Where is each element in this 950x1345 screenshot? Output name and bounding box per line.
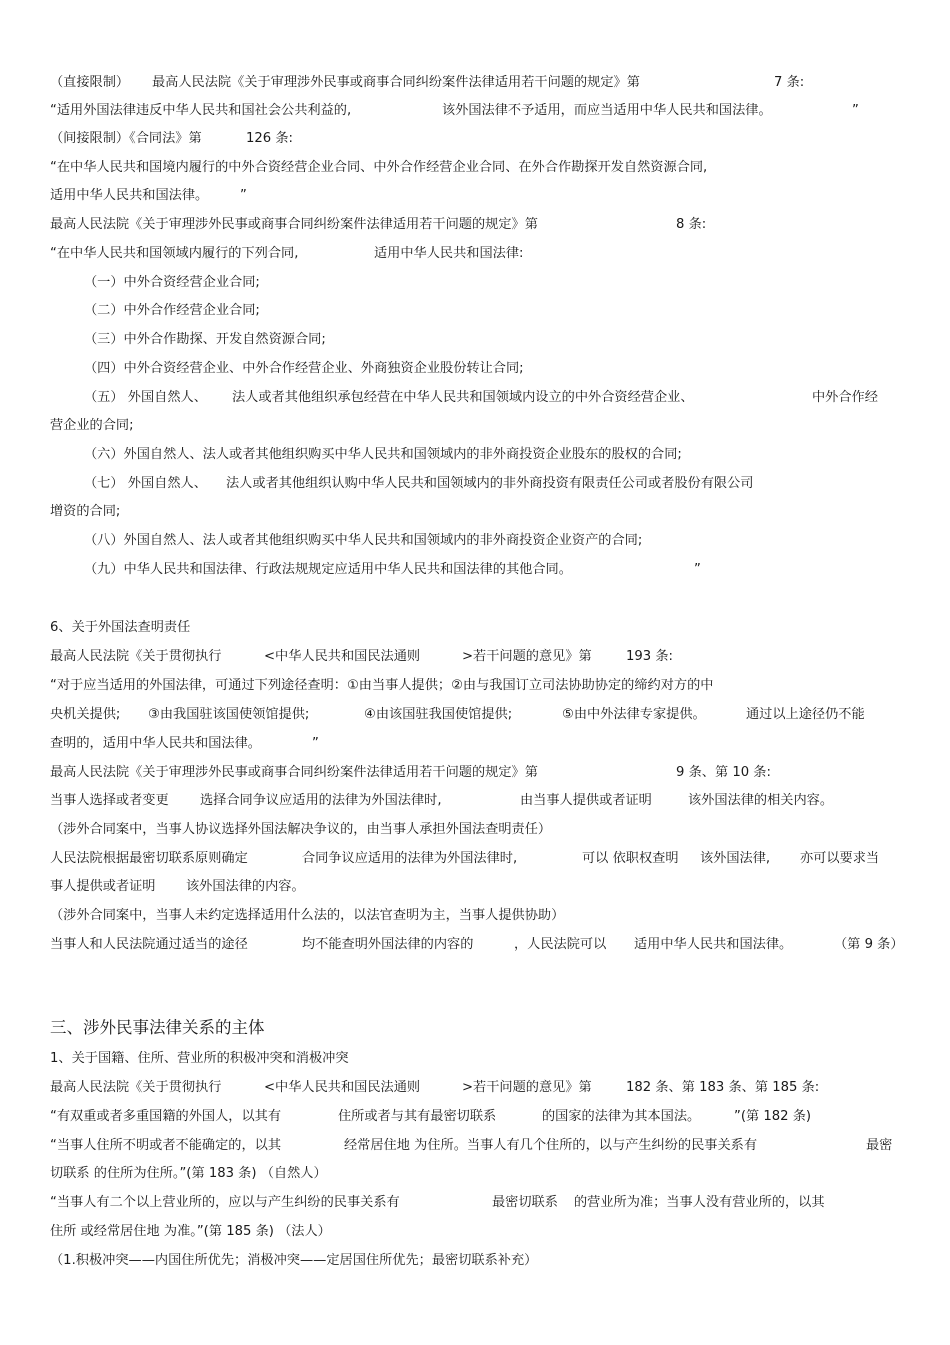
text-segment: 适用中华人民共和国法律:	[374, 246, 524, 261]
text-line	[0, 559, 950, 581]
text-segment: （三）中外合作勘探、开发自然资源合同;	[84, 332, 326, 347]
text-segment: 182 条、第 183 条、第 185 条:	[626, 1080, 820, 1095]
text-segment: 切联系 的住所为住所。”(第 183 条) （自然人）	[50, 1166, 327, 1181]
text-segment: 经常居住地 为住所。当事人有几个住所的，以与产生纠纷的民事关系有	[344, 1138, 758, 1153]
text-segment: 通过以上途径仍不能	[746, 707, 865, 722]
text-line	[0, 790, 950, 812]
text-segment: 最高人民法院《关于贯彻执行	[50, 1080, 222, 1095]
text-segment: 该外国法律,	[700, 851, 771, 866]
text-line	[0, 72, 950, 94]
text-segment: “在中华人民共和国境内履行的中外合资经营企业合同、中外合作经营企业合同、在外合作勘探开发自然资源合同,	[50, 160, 708, 175]
text-line	[0, 905, 950, 927]
text-segment: 增资的合同;	[50, 504, 121, 519]
text-segment: 选择合同争议应适用的法律为外国法律时,	[200, 793, 442, 808]
text-line	[0, 819, 950, 841]
text-line	[0, 387, 950, 409]
text-segment: （四）中外合资经营企业、中外合作经营企业、外商独资企业股份转让合同;	[84, 361, 524, 376]
text-segment: （涉外合同案中，当事人未约定选择适用什么法的，以法官查明为主，当事人提供协助）	[50, 908, 565, 923]
text-segment: 1、关于国籍、住所、营业所的积极冲突和消极冲突	[50, 1051, 349, 1066]
section-heading	[0, 1017, 950, 1039]
text-segment: 9 条、第 10 条:	[676, 765, 771, 780]
text-line	[0, 1192, 950, 1214]
text-segment: 住所或者与其有最密切联系	[338, 1109, 497, 1124]
text-segment: 法人或者其他组织承包经营在中华人民共和国领域内设立的中外合资经营企业、	[232, 390, 694, 405]
text-segment: 最高人民法院《关于审理涉外民事或商事合同纠纷案件法律适用若干问题的规定》第	[152, 75, 640, 90]
text-segment: “有双重或者多重国籍的外国人，以其有	[50, 1109, 282, 1124]
text-line	[0, 1221, 950, 1243]
text-line	[0, 848, 950, 870]
text-segment: ”	[240, 188, 247, 203]
text-segment: （八）外国自然人、法人或者其他组织购买中华人民共和国领域内的非外商投资企业资产的合同;	[84, 533, 643, 548]
text-segment: ”(第 182 条)	[734, 1109, 812, 1124]
text-line	[0, 762, 950, 784]
text-segment: 7 条:	[774, 75, 805, 90]
text-segment: 当事人和人民法院通过适当的途径	[50, 937, 248, 952]
text-segment: 营企业的合同;	[50, 418, 134, 433]
text-line	[0, 415, 950, 437]
text-segment: 由当事人提供或者证明	[520, 793, 652, 808]
text-line	[0, 733, 950, 755]
text-line	[0, 473, 950, 495]
text-line	[0, 300, 950, 322]
text-segment: 最高人民法院《关于审理涉外民事或商事合同纠纷案件法律适用若干问题的规定》第	[50, 217, 538, 232]
text-segment: 193 条:	[626, 649, 673, 664]
text-segment: （七） 外国自然人、	[84, 476, 207, 491]
text-segment: 的营业所为准；当事人没有营业所的，以其	[574, 1195, 825, 1210]
text-line	[0, 1048, 950, 1070]
text-line	[0, 128, 950, 150]
text-segment: 中外合作经	[812, 390, 878, 405]
text-segment: 可以 依职权查明	[582, 851, 679, 866]
section-heading-text: 三、涉外民事法律关系的主体	[50, 1018, 265, 1037]
text-line	[0, 1250, 950, 1272]
text-segment: 6、关于外国法查明责任	[50, 620, 191, 635]
text-line	[0, 934, 950, 956]
text-line	[0, 1135, 950, 1157]
text-segment: 8 条:	[676, 217, 707, 232]
text-segment: ”	[694, 562, 701, 577]
text-line	[0, 329, 950, 351]
text-segment: ”	[852, 103, 859, 118]
text-segment: 最高人民法院《关于审理涉外民事或商事合同纠纷案件法律适用若干问题的规定》第	[50, 765, 538, 780]
text-segment: 合同争议应适用的法律为外国法律时,	[302, 851, 518, 866]
text-line	[0, 1106, 950, 1128]
text-segment: 查明的，适用中华人民共和国法律。	[50, 736, 261, 751]
text-segment: <中华人民共和国民法通则	[264, 1080, 421, 1095]
text-segment: 适用中华人民共和国法律。	[634, 937, 793, 952]
text-segment: 住所 或经常居住地 为准。”(第 185 条) （法人）	[50, 1224, 331, 1239]
text-segment: ④由该国驻我国使馆提供;	[364, 707, 513, 722]
text-line	[0, 704, 950, 726]
text-segment: 事人提供或者证明	[50, 879, 156, 894]
text-segment: （六）外国自然人、法人或者其他组织购买中华人民共和国领域内的非外商投资企业股东的股权的合同;	[84, 447, 682, 462]
text-segment: 最密切联系	[492, 1195, 558, 1210]
text-segment: “在中华人民共和国领域内履行的下列合同,	[50, 246, 299, 261]
text-segment: ，人民法院可以	[514, 937, 607, 952]
text-segment: 该外国法律的内容。	[186, 879, 305, 894]
text-segment: ⑤由中外法律专家提供。	[562, 707, 706, 722]
text-segment: “当事人有二个以上营业所的，应以与产生纠纷的民事关系有	[50, 1195, 400, 1210]
text-segment: 适用中华人民共和国法律。	[50, 188, 209, 203]
text-segment: ”	[312, 736, 319, 751]
text-line	[0, 243, 950, 265]
text-line	[0, 272, 950, 294]
text-segment: 央机关提供;	[50, 707, 121, 722]
text-segment: 126 条:	[246, 131, 293, 146]
text-segment: “对于应当适用的外国法律，可通过下列途径查明：①由当事人提供；②由与我国订立司法协助协定的缔约对方的中	[50, 678, 714, 693]
text-segment: “当事人住所不明或者不能确定的，以其	[50, 1138, 282, 1153]
text-segment: 的国家的法律为其本国法。	[542, 1109, 701, 1124]
text-line	[0, 1163, 950, 1185]
text-segment: 人民法院根据最密切联系原则确定	[50, 851, 248, 866]
text-segment: （涉外合同案中，当事人协议选择外国法解决争议的，由当事人承担外国法查明责任）	[50, 822, 552, 837]
text-segment: （间接限制）《合同法》第	[50, 131, 202, 146]
text-segment: 均不能查明外国法律的内容的	[302, 937, 474, 952]
text-segment: 法人或者其他组织认购中华人民共和国领域内的非外商投资有限责任公司或者股份有限公司	[226, 476, 754, 491]
text-segment: “适用外国法律违反中华人民共和国社会公共利益的,	[50, 103, 352, 118]
text-segment: <中华人民共和国民法通则	[264, 649, 421, 664]
text-segment: 该外国法律不予适用，而应当适用中华人民共和国法律。	[442, 103, 772, 118]
text-line	[0, 358, 950, 380]
text-segment: （直接限制）	[50, 75, 130, 90]
text-segment: 最高人民法院《关于贯彻执行	[50, 649, 222, 664]
text-line	[0, 646, 950, 668]
text-segment: （二）中外合作经营企业合同;	[84, 303, 260, 318]
text-segment: 该外国法律的相关内容。	[688, 793, 834, 808]
text-line	[0, 617, 950, 639]
text-line	[0, 100, 950, 122]
text-segment: （五） 外国自然人、	[84, 390, 207, 405]
text-segment: 最密	[866, 1138, 893, 1153]
text-segment: >若干问题的意见》第	[462, 1080, 592, 1095]
text-line	[0, 675, 950, 697]
text-segment: （第 9 条）	[834, 937, 904, 952]
text-segment: >若干问题的意见》第	[462, 649, 592, 664]
text-line	[0, 1077, 950, 1099]
text-segment: 当事人选择或者变更	[50, 793, 169, 808]
text-segment: （1.积极冲突——内国住所优先；消极冲突——定居国住所优先；最密切联系补充）	[50, 1253, 538, 1268]
text-line	[0, 501, 950, 523]
text-segment: 亦可以要求当	[800, 851, 880, 866]
text-segment: （九）中华人民共和国法律、行政法规规定应适用中华人民共和国法律的其他合同。	[84, 562, 572, 577]
text-line	[0, 214, 950, 236]
text-line	[0, 444, 950, 466]
text-line	[0, 530, 950, 552]
text-segment: ③由我国驻该国使领馆提供;	[148, 707, 310, 722]
text-line	[0, 157, 950, 179]
text-line	[0, 185, 950, 207]
text-line	[0, 876, 950, 898]
text-segment: （一）中外合资经营企业合同;	[84, 275, 260, 290]
